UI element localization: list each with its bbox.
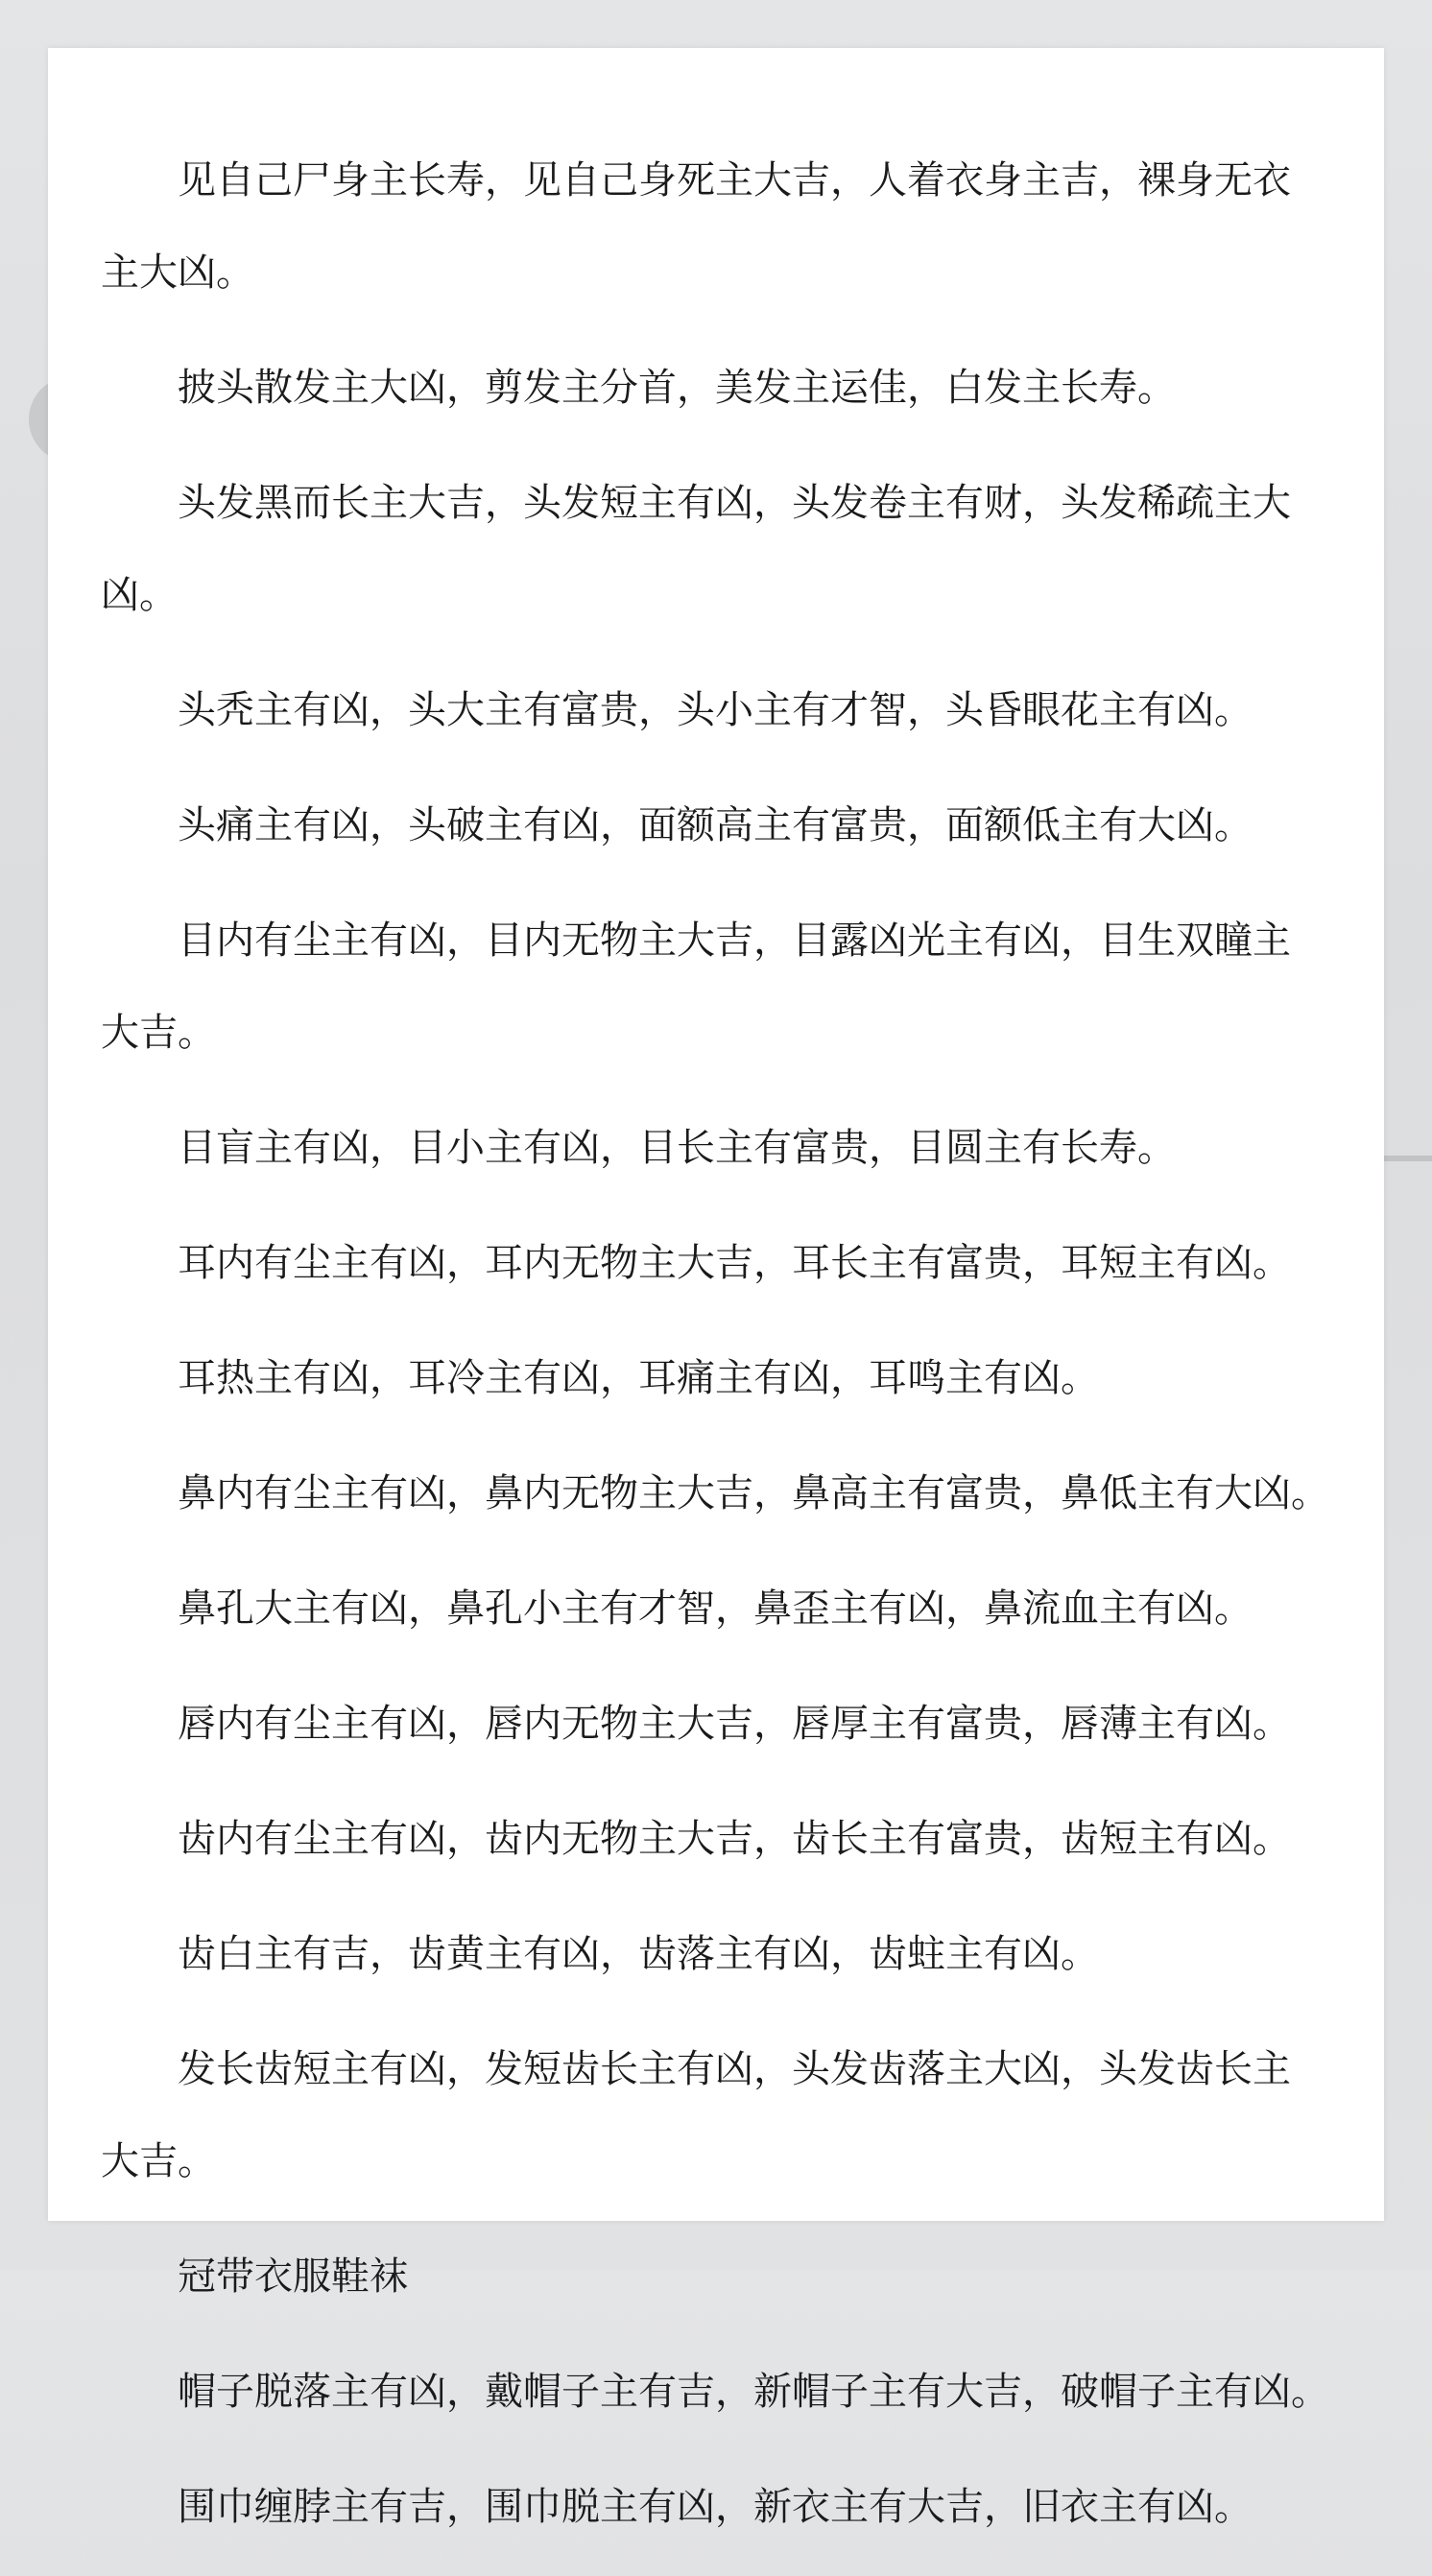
paragraph-12: 唇内有尘主有凶，唇内无物主大吉，唇厚主有富贵，唇薄主有凶。	[178, 1702, 1291, 1746]
paragraph-4: 头秃主有凶，头大主有富贵，头小主有才智，头昏眼花主有凶。	[178, 688, 1253, 732]
document-body	[101, 134, 1368, 2576]
paragraph-7: 目盲主有凶，目小主有凶，目长主有富贵，目圆主有长寿。	[178, 1126, 1176, 1170]
paragraph-3: 头发黑而长主大吉，头发短主有凶，头发卷主有财，头发稀疏主大凶。	[101, 481, 1291, 617]
paragraph-2: 披头散发主大凶，剪发主分首，美发主运佳，白发主长寿。	[178, 366, 1176, 410]
paragraph-5: 头痛主有凶，头破主有凶，面额高主有富贵，面额低主有大凶。	[178, 803, 1253, 847]
paragraph-10: 鼻内有尘主有凶，鼻内无物主大吉，鼻高主有富贵，鼻低主有大凶。	[178, 1471, 1329, 1515]
document-page	[48, 48, 1384, 2529]
paragraph-15: 发长齿短主有凶，发短齿长主有凶，头发齿落主大凶，头发齿长主大吉。	[101, 2047, 1291, 2183]
section-heading: 冠带衣服鞋袜	[178, 2254, 408, 2299]
paragraph-9: 耳热主有凶，耳冷主有凶，耳痛主有凶，耳鸣主有凶。	[178, 1356, 1099, 1400]
background-bar	[1382, 1156, 1432, 1161]
paragraph-14: 齿白主有吉，齿黄主有凶，齿落主有凶，齿蛀主有凶。	[178, 1932, 1099, 1976]
paragraph-6: 目内有尘主有凶，目内无物主大吉，目露凶光主有凶，目生双瞳主大吉。	[101, 918, 1291, 1055]
paragraph-18: 围巾缠脖主有吉，围巾脱主有凶，新衣主有大吉，旧衣主有凶。	[178, 2485, 1253, 2529]
paragraph-1: 见自己尸身主长寿，见自己身死主大吉，人着衣身主吉，裸身无衣主大凶。	[101, 158, 1291, 295]
paragraph-17: 帽子脱落主有凶，戴帽子主有吉，新帽子主有大吉，破帽子主有凶。	[178, 2370, 1329, 2414]
paragraph-13: 齿内有尘主有凶，齿内无物主大吉，齿长主有富贵，齿短主有凶。	[178, 1817, 1291, 1861]
paragraph-8: 耳内有尘主有凶，耳内无物主大吉，耳长主有富贵，耳短主有凶。	[178, 1241, 1291, 1285]
paragraph-11: 鼻孔大主有凶，鼻孔小主有才智，鼻歪主有凶，鼻流血主有凶。	[178, 1586, 1253, 1631]
